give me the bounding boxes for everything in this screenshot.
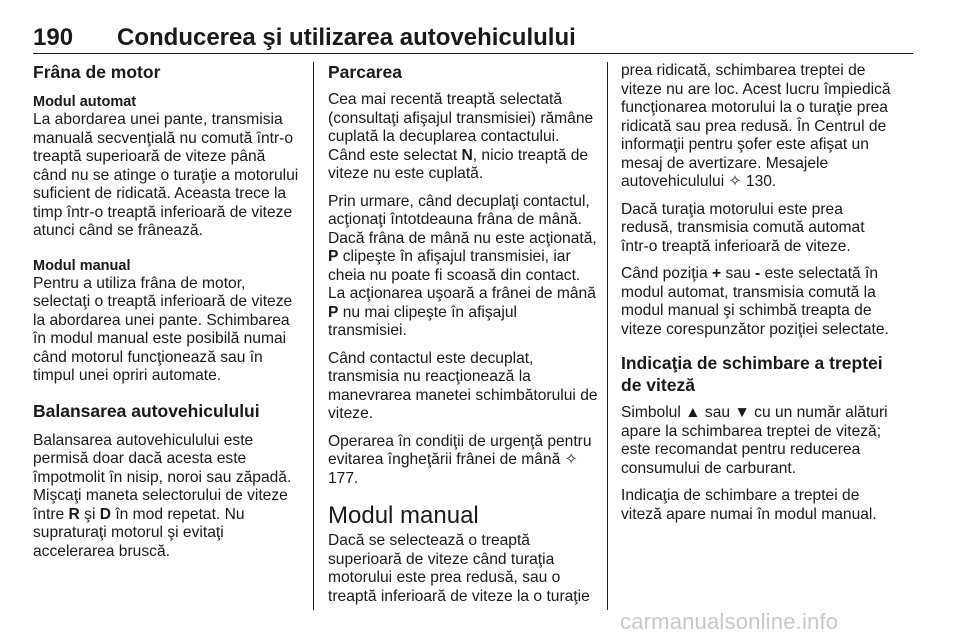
column-3 bbox=[621, 62, 891, 533]
text-run: Cea mai recentă treaptă selectată (consultaţi afişajul transmisiei) rămâne cuplată la decuplarea contactului. Când este selectat bbox=[328, 91, 594, 164]
paragraph: La abordarea unei pante, transmisia manuală secvenţială nu comută într-o treaptă superioară de viteze până când nu se atinge o turaţie a motorului suficient de ridicată. Aceasta trece la timp într-o treaptă inferioară de viteze atunci când se frânează. bbox=[33, 111, 299, 239]
bold-minus: - bbox=[754, 265, 761, 282]
subheading-manual-mode: Modul manual bbox=[33, 257, 131, 274]
text-run: prea ridicată, schimbarea treptei de viteze nu are loc. Acest lucru împiedică funcţionarea motorului la o turaţie prea ridicată sau prea redusă. În Centrul de informaţii pentru şofer este afişat un mesaj de avertizare. Mesajele autovehiculului bbox=[621, 62, 891, 190]
text-run: nu mai clipeşte în afişajul transmisiei. bbox=[328, 303, 517, 339]
column-2 bbox=[328, 62, 598, 615]
page-header bbox=[33, 24, 913, 52]
section-heading-parking: Parcarea bbox=[328, 62, 402, 82]
header-divider bbox=[33, 53, 913, 54]
column-divider-1 bbox=[313, 62, 314, 610]
paragraph: Dacă turaţia motorului este prea redusă, transmisia comută automat într-o treaptă inferioară de viteze. bbox=[621, 200, 865, 255]
triangle-down-icon: ▼ bbox=[734, 404, 750, 421]
text-run: 177. bbox=[328, 469, 359, 487]
bold-letter-p: P bbox=[328, 248, 339, 265]
text-run: Când poziţia bbox=[621, 265, 713, 282]
section-heading-shift-indicator: Indicaţia de schimbare a treptei de viteză bbox=[621, 353, 883, 395]
paragraph bbox=[328, 91, 598, 184]
section-heading-engine-brake: Frâna de motor bbox=[33, 62, 161, 82]
text-run: cu un număr alături apare la schimbarea treptei de viteză; este recomandat pentru reducerea consumului de carburant. bbox=[621, 404, 888, 477]
text-run: Operarea în condiţii de urgenţă pentru evitarea îngheţării frânei de mână bbox=[328, 432, 592, 468]
text-run: , nicio treaptă de viteze nu este cuplată. bbox=[328, 146, 589, 182]
text-run: Simbolul bbox=[621, 404, 686, 421]
paragraph bbox=[621, 265, 891, 339]
text-run: 130. bbox=[741, 173, 777, 190]
section-heading-rocking: Balansarea autovehiculului bbox=[33, 400, 260, 421]
text-run: Balansarea autovehiculului este permisă doar dacă acesta este împotmolit în nisip, noroi sau zăpadă. Mişcaţi maneta selectorului de viteze între bbox=[33, 431, 292, 523]
bold-letter-d: D bbox=[99, 505, 112, 523]
bold-letter-r: R bbox=[68, 505, 80, 523]
paragraph bbox=[328, 433, 598, 489]
page-reference-icon: ✧ bbox=[564, 451, 578, 468]
watermark: carmanualsonline.info bbox=[620, 609, 839, 634]
text-run: sau bbox=[721, 265, 755, 282]
paragraph bbox=[621, 62, 891, 192]
paragraph bbox=[328, 193, 598, 341]
page-reference-icon: ✧ bbox=[728, 173, 742, 190]
page-number: 190 bbox=[33, 24, 74, 51]
column-1 bbox=[33, 62, 303, 570]
paragraph bbox=[621, 404, 891, 478]
text-run: Prin urmare, când decuplaţi contactul, acţionaţi întotdeauna frâna de mână. Dacă frâna de mână nu este acţionată, bbox=[328, 192, 597, 247]
paragraph: Indicaţia de schimbare a treptei de viteză apare numai în modul manual. bbox=[621, 487, 877, 523]
section-heading-manual-mode: Modul manual bbox=[328, 502, 479, 529]
bold-letter-n: N bbox=[461, 146, 473, 164]
text-run: este selectată în modul automat, transmisia comută la modul manual şi schimbă treapta de viteze corespunzător poziţiei selectate. bbox=[621, 265, 889, 338]
text-run: în mod repetat. Nu supraturaţi motorul şi evitaţi accelerarea bruscă. bbox=[33, 505, 245, 560]
paragraph: Pentru a utiliza frâna de motor, selectaţi o treaptă inferioară de viteze la abordarea unei pante. Schimbarea în modul manual este posibilă numai când motorul funcţionează sau în timpul unei opriri automate. bbox=[33, 274, 293, 384]
text-run: şi bbox=[79, 505, 100, 523]
text-run: clipeşte în afişajul transmisiei, iar cheia nu poate fi scoasă din contact. La acţionarea uşoară a frânei de mână bbox=[328, 248, 596, 302]
paragraph bbox=[33, 432, 303, 562]
subheading-automatic-mode: Modul automat bbox=[33, 94, 137, 110]
paragraph: Când contactul este decuplat, transmisia nu reacţionează la manevrarea manetei schimbătorului de viteze. bbox=[328, 349, 598, 422]
paragraph: Dacă se selectează o treaptă superioară de viteze când turaţia motorului este prea redusă, sau o treaptă inferioară de viteze la o turaţie bbox=[328, 532, 590, 605]
triangle-up-icon: ▲ bbox=[685, 404, 701, 421]
bold-plus: + bbox=[712, 265, 722, 282]
page-title: Conducerea şi utilizarea autovehiculului bbox=[117, 24, 576, 51]
column-divider-2 bbox=[607, 62, 608, 610]
text-run: sau bbox=[700, 404, 735, 421]
bold-letter-p: P bbox=[328, 303, 339, 321]
